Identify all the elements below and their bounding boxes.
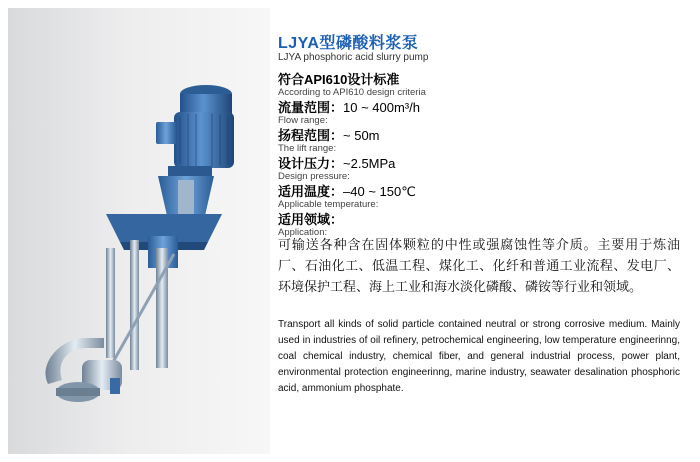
spec-label-cn: 扬程范围： — [278, 128, 344, 143]
product-title-en: LJYA phosphoric acid slurry pump — [278, 52, 429, 63]
spec-label-cn: 设计压力： — [278, 156, 344, 171]
pump-illustration — [8, 8, 270, 454]
spec-label-cn: 适用温度： — [278, 184, 344, 199]
spec-flow-range — [278, 100, 678, 126]
spec-value: –40 ~ 150℃ — [343, 184, 416, 199]
product-title-cn: LJYA型磷酸料浆泵 — [278, 35, 419, 52]
spec-label-en: The lift range: — [278, 143, 337, 154]
spec-label-cn: 流量范围： — [278, 100, 344, 115]
spec-temperature — [278, 184, 678, 210]
description-cn: 可输送各种含在固体颗粒的中性或强腐蚀性等介质。主要用于炼油厂、石油化工、低温工程、煤化工、化纤和普通工业流程、发电厂、环境保护工程、海上工业和海水淡化磷酸、磷铵等行业和领域。 — [278, 237, 680, 294]
spec-value: ~ 50m — [343, 128, 380, 143]
spec-label-en: Applicable temperature: — [278, 199, 379, 210]
description-en: Transport all kinds of solid particle contained neutral or strong corrosive medium. Mainly used in industries of oil refinery, petrochemical engineering, low temperature engineerinng, coal chemical industry, chemical fiber, and general industrial process, power plant, environmental protection engineerinng, marine industry, seawater desalination phosphoric acid, ammonium phosphate. — [278, 319, 680, 394]
spec-label-en: Flow range: — [278, 115, 328, 126]
spec-design-pressure — [278, 156, 678, 182]
spec-label-en: Application: — [278, 227, 328, 238]
spec-value: ~2.5MPa — [343, 156, 396, 171]
spec-label-cn: 符合API610设计标准 — [278, 72, 400, 87]
spec-label-en: Design pressure: — [278, 171, 350, 182]
spec-value: 10 ~ 400m³/h — [343, 100, 420, 115]
product-image-panel — [8, 8, 270, 454]
spec-lift-range — [278, 128, 678, 154]
motor-icon — [174, 112, 234, 168]
spec-standard — [278, 72, 678, 98]
spec-label-cn: 适用领域： — [278, 212, 344, 227]
spec-label-en: According to API610 design criteria — [278, 87, 426, 98]
